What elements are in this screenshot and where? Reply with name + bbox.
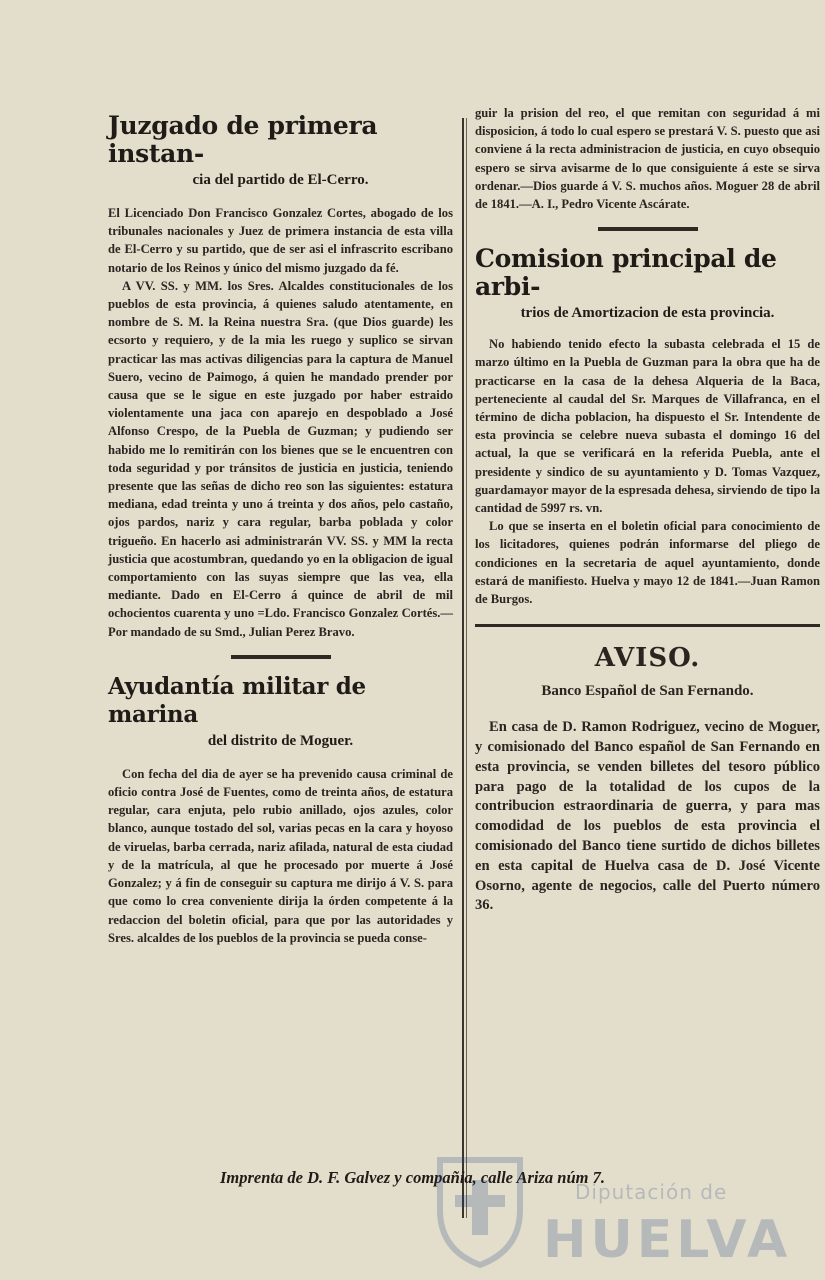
paragraph: En casa de D. Ramon Rodriguez, vecino de Moguer, y comisionado del Banco español de San Fernando en esta provincia, se venden billetes del tesoro público para pago de la totalidad de los cupos de la contribucion estraordinaria de guerra, y para mas comodidad de los pueblos de esta provincia el comisionado del Banco tiene surtido de dichos billetes en esta capital de Huelva casa de D. José Vicente Osorno, agente de negocios, calle del Puerto número 36.	[475, 719, 820, 914]
section-title: Ayudantía militar de marina	[108, 672, 366, 728]
section-title: Comision principal de arbi-	[475, 244, 777, 302]
watermark-subtext: Diputación de	[575, 1180, 728, 1204]
section-ayudantia	[108, 673, 453, 947]
section-comision	[475, 245, 820, 608]
shield-icon	[430, 1150, 530, 1270]
paragraph: Lo que se inserta en el boletin oficial para conocimiento de los licitadores, quienes podrán informarse del pliego de condiciones en la secretaria de aquel ayuntamiento, donde estará de manifiesto. Huelva y mayo 12 de 1841.—Juan Ramon de Burgos.	[475, 519, 820, 607]
section-aviso	[475, 643, 820, 916]
separator-rule	[598, 227, 698, 231]
right-column	[475, 104, 820, 916]
continuation-paragraph: guir la prision del reo, el que remitan con seguridad á mi disposicion, á todo lo cual espero se prestará V. S. puesto que asi conviene á la recta administracion de justicia, en cuyo obsequio espero se sirva avisarme de lo que consiguiente á este se sirva ordenar.—Dios guarde á V. S. muchos años. Moguer 28 de abril de 1841.—A. I., Pedro Vicente Ascárate.	[475, 106, 820, 212]
archive-watermark	[430, 1150, 820, 1280]
aviso-subtitle: Banco Español de San Fernando.	[541, 683, 754, 700]
paragraph: Con fecha del dia de ayer se ha prevenido causa criminal de oficio contra José de Fuentes, como de treinta años, de estatura regular, cara enjuta, pelo rubio anillado, ojos azules, color blanco, aunque tostado del sol, varias pecas en la cara y hoyoso de viruelas, barba cerrada, nariz afilada, natural de esta ciudad y de la matrícula, al que he procesado por muerte á José Gonzalez; y á fin de conseguir su captura me dirijo á V. S. para que como lo crea conveniente dirija la órden competente á la redaccion del boletin oficial, para que por las autoridades y Sres. alcaldes de los pueblos de la provincia se pueda conse-	[108, 766, 453, 945]
imprint-footer: Imprenta de D. F. Galvez y compañia, calle Ariza núm 7.	[219, 1168, 605, 1187]
separator-rule-long	[475, 624, 820, 627]
section-subtitle: del distrito de Moguer.	[207, 732, 354, 749]
watermark-text: HUELVA	[543, 1210, 792, 1270]
column-divider-thin	[466, 118, 467, 1218]
separator-rule	[231, 655, 331, 659]
left-column	[108, 100, 453, 947]
section-subtitle: trios de Amortizacion de esta provincia.	[520, 305, 775, 322]
section-title: Juzgado de primera instan-	[108, 111, 378, 168]
paragraph: No habiendo tenido efecto la subasta celebrada el 15 de marzo último en la Puebla de Guzman para la obra que ha de practicarse en la casa de la dehesa Alqueria de la Baca, perteneciente al caudal del Sr. Marques de Villafranca, en el término de dicha poblacion, ha dispuesto el Sr. Intendente de esta provincia se celebre nueva subasta el domingo 16 del actual, la que se verificará en la referida Puebla, ante el presidente y sindico de su ayuntamiento y D. Tomas Vazquez, guardamayor mayor de la espresada dehesa, sirviendo de tipo la cantidad de 5997 rs. vn.	[475, 337, 820, 516]
aviso-title: AVISO.	[594, 643, 701, 674]
section-juzgado	[108, 112, 453, 641]
paragraph: A VV. SS. y MM. los Sres. Alcaldes constitucionales de los pueblos de esta provincia, á quienes saludo atentamente, en nombre de S. M. la Reina nuestra Sra. (que Dios guarde) les ecsorto y requiero, y de la mia les ruego y suplico se sirvan practicar las mas activas diligencias para la captura de Manuel Suero, vecino de Paimogo, á quien he mandado prender por causa que se le sigue en este juzgado por haber estraido violentamente una jaca con aparejo en despoblado a José Alfonso Crespo, de la Puebla de Guzman; y pudiendo ser habido me lo remitirán con los bienes que se le encuentren con toda seguridad y por tránsitos de justicia en justicia, teniendo presente que las señas de dicho reo son las siguientes: estatura mediana, edad treinta y uno á treinta y dos años, pelo castaño, ojos pardos, nariz y cara regular, barba poblada y color trigueño. En hacerlo asi administrarán VV. SS. y MM la recta justicia que acostumbran, quedando yo en la obligacion de igual comportamiento con las suyas siempre que las vea, ella mediante. Dado en El-Cerro á quince de abril de mil ochocientos cuarenta y uno =Ldo. Francisco Gonzalez Cortés.—Por mandado de su Smd., Julian Perez Bravo.	[108, 278, 453, 639]
paragraph: El Licenciado Don Francisco Gonzalez Cortes, abogado de los tribunales nacionales y Juez de primera instancia de esta villa de El-Cerro y su partido, que de ser asi el infrascrito escribano notario de los Reinos y único del mismo juzgado da fé.	[108, 206, 453, 275]
section-subtitle: cia del partido de El-Cerro.	[192, 172, 369, 188]
column-divider	[462, 118, 464, 1218]
